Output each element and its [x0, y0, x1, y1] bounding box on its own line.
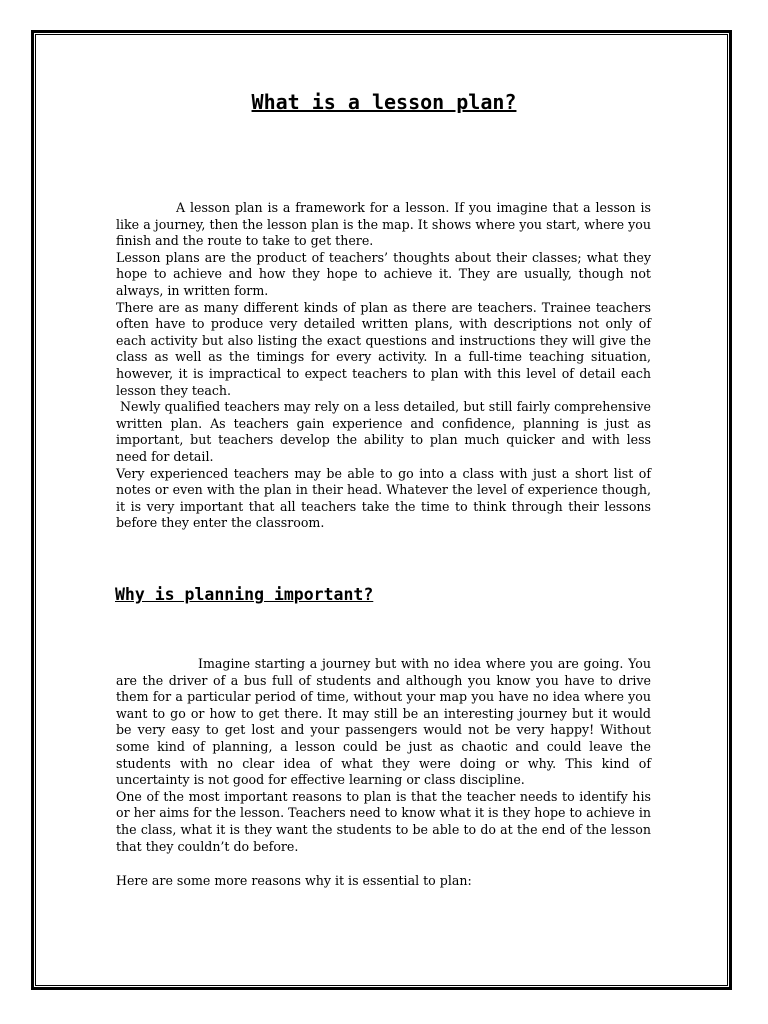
intro-section: [116, 200, 651, 532]
page-title: What is a lesson plan?: [251, 90, 517, 114]
section-heading: Why is planning important?: [115, 585, 374, 604]
paragraph: Imagine starting a journey but with no idea where you are going. You are the driver of a bus full of students and although you know you have to drive them for a particular period of time, without your map you have no idea where you want to go or how to get there. It may still be an interesting journey but it would be very easy to get lost and your passengers would not be very happy! Without some kind of planning, a lesson could be just as chaotic and could leave the students with no clear idea of what they were doing or why. This kind of uncertainty is not good for effective learning or class discipline.: [116, 656, 651, 788]
paragraph: Very experienced teachers may be able to go into a class with just a short list of notes or even with the plan in their head. Whatever the level of experience though, it is very important that all teachers take the time to think through their lessons before they enter the classroom.: [116, 465, 651, 531]
closing-line: Here are some more reasons why it is essential to plan:: [116, 873, 472, 888]
paragraph: A lesson plan is a framework for a lesson. If you imagine that a lesson is like a journey, then the lesson plan is the map. It shows where you start, where you finish and the route to take to get there.: [116, 200, 651, 249]
paragraph: Lesson plans are the product of teachers’ thoughts about their classes; what they hope to achieve and how they hope to achieve it. They are usually, though not always, in written form.: [116, 249, 651, 298]
planning-section: [116, 656, 651, 855]
paragraph: One of the most important reasons to plan is that the teacher needs to identify his or her aims for the lesson. Teachers need to know what it is they hope to achieve in the class, what it is they want the students to be able to do at the end of the lesson that they couldn’t do before.: [116, 788, 651, 854]
paragraph: Newly qualified teachers may rely on a less detailed, but still fairly comprehensive written plan. As teachers gain experience and confidence, planning is just as important, but teachers develop the ability to plan much quicker and with less need for detail.: [116, 399, 651, 464]
paragraph: There are as many different kinds of plan as there are teachers. Trainee teachers often have to produce very detailed written plans, with descriptions not only of each activity but also listing the exact questions and instructions they will give the class as well as the timings for every activity. In a full-time teaching situation, however, it is impractical to expect teachers to plan with this level of detail each lesson they teach.: [116, 299, 651, 398]
